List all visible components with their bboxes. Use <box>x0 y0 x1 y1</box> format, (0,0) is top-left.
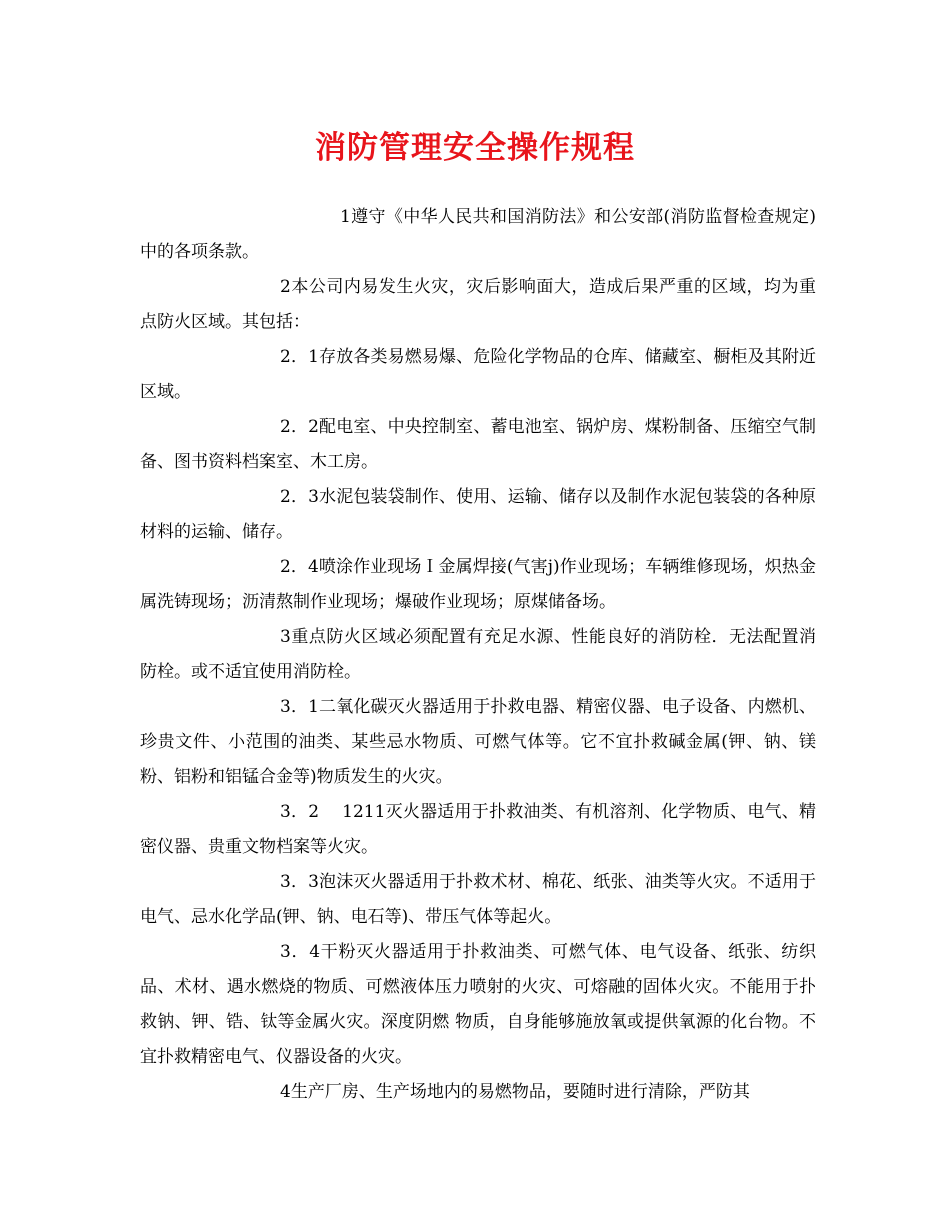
paragraph: 2．2配电室、中央控制室、蓄电池室、锅炉房、煤粉制备、压缩空气制备、图书资料档案室、木工房。 <box>140 417 816 472</box>
paragraph: 4生产厂房、生产场地内的易燃物品，要随时进行清除，严防其 <box>280 1082 750 1102</box>
paragraph: 3．4干粉灭火器适用于扑救油类、可燃气体、电气设备、纸张、纺织品、术材、遇水燃烧的物质、可燃液体压力喷射的火灾、可熔融的固体火灾。不能用于扑救钠、钾、锆、钛等金属火灾。深度阴燃 物质，自身能够施放氧或提供氧源的化台物。不宜扑救精密电气、仪器设备的火灾。 <box>140 942 816 1067</box>
document-title: 消防管理安全操作规程 <box>315 130 635 166</box>
paragraph: 2本公司内易发生火灾，灾后影响面大，造成后果严重的区域，均为重点防火区域。其包括： <box>140 277 816 332</box>
document-body <box>140 200 816 1110</box>
paragraph: 1遵守《中华人民共和国消防法》和公安部(消防监督检查规定)中的各项条款。 <box>140 207 816 262</box>
paragraph: 3．1二氧化碳灭火器适用于扑救电器、精密仪器、电子设备、内燃机、珍贵文件、小范围的油类、某些忌水物质、可燃气体等。它不宜扑救碱金属(钾、钠、镁粉、铝粉和铝锰合金等)物质发生的火灾。 <box>140 697 816 787</box>
paragraph: 2．1存放各类易燃易爆、危险化学物品的仓库、储藏室、橱柜及其附近区域。 <box>140 347 816 402</box>
paragraph: 2．4喷涂作业现场Ｉ金属焊接(气害j)作业现场；车辆维修现场，炽热金属洗铸现场；沥清熬制作业现场；爆破作业现场；原煤储备场。 <box>140 557 816 612</box>
paragraph: 3重点防火区域必须配置有充足水源、性能良好的消防栓．无法配置消防栓。或不适宜使用消防栓。 <box>140 627 816 682</box>
paragraph: 2．3水泥包装袋制作、使用、运输、储存以及制作水泥包装袋的各种原材料的运输、储存。 <box>140 487 816 542</box>
paragraph: 3．3泡沫灭火器适用于扑救术材、棉花、纸张、油类等火灾。不适用于电气、忌水化学品(钾、钠、电石等)、带压气体等起火。 <box>140 872 816 927</box>
paragraph: 3．2 1211灭火器适用于扑救油类、有机溶剂、化学物质、电气、精密仪器、贵重文物档案等火灾。 <box>140 802 816 857</box>
